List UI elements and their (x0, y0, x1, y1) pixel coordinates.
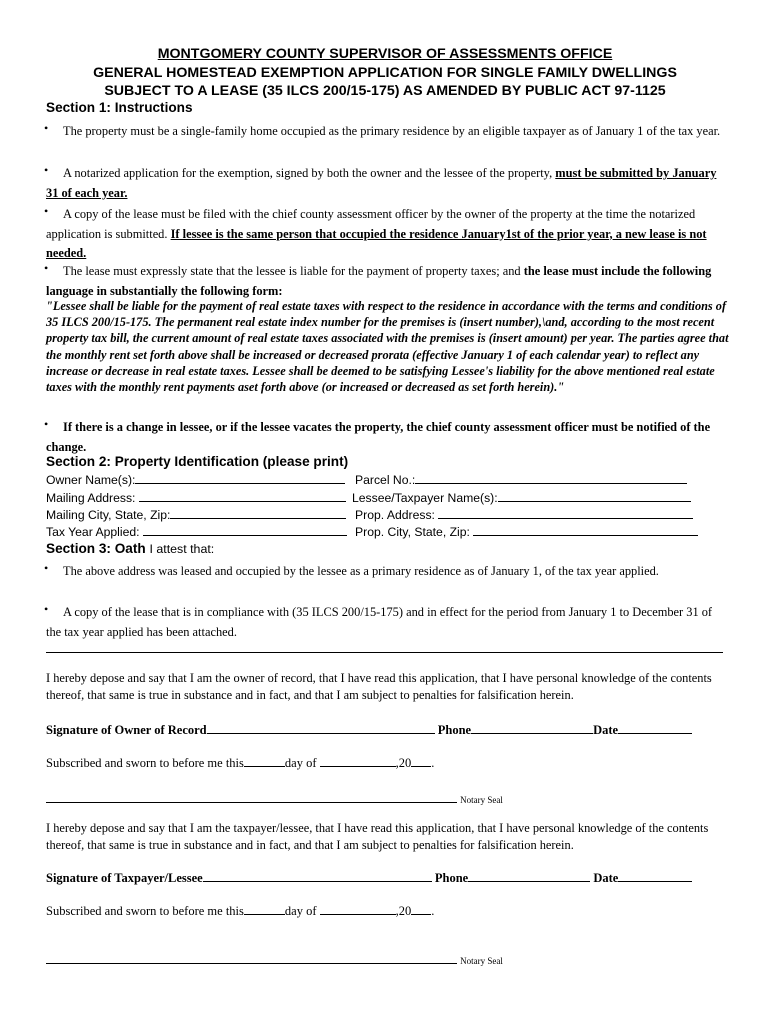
oath-item-2: • A copy of the lease that is in compliance with (35 ILCS 200/15-175) and in effect for the period from January 1 to December 31 of the tax year applied has been attached. (44, 602, 713, 639)
parcel-number-field[interactable]: Parcel No.: (355, 472, 687, 487)
lessee-sworn-row: Subscribed and sworn to before me this day of ,20 . (46, 904, 435, 918)
notary-seal-label: Notary Seal (460, 956, 503, 966)
lessee-date-line[interactable] (618, 869, 692, 882)
section-3-heading: Section 3: Oath I attest that: (46, 541, 215, 556)
bullet-icon: • (44, 417, 49, 431)
lessee-notary-line[interactable] (46, 951, 457, 964)
owner-name-field[interactable]: Owner Name(s): (46, 472, 345, 487)
property-city-field[interactable]: Prop. City, State, Zip: (355, 524, 698, 539)
owner-sworn-month-line[interactable] (320, 754, 396, 767)
bullet-icon: • (44, 204, 49, 218)
bullet-icon: • (44, 561, 49, 575)
lessee-name-field[interactable]: Lessee/Taxpayer Name(s): (352, 490, 691, 505)
lessee-sworn-day-line[interactable] (244, 902, 285, 915)
lessee-signature-row: Signature of Taxpayer/Lessee Phone Date (46, 869, 692, 886)
lessee-signature-line[interactable] (203, 869, 432, 882)
owner-sworn-day-line[interactable] (244, 754, 285, 767)
owner-signature-line[interactable] (207, 721, 435, 734)
lease-language-quote: "Lessee shall be liable for the payment of real estate taxes with respect to the residence in accordance with the terms and conditions of 35 ILCS 200/15-175. The permanent real estate index number for the premises is (insert number),\and, according to the most recent property tax bill, the current amount of real estate taxes associated with the premises is (insert amount) per year. The parties agree that the monthly rent set forth above shall be increased or decreased prorata (effective January 1 of each calendar year) to reflect any increase or decrease in real estate taxes. Lessee shall be deemed to be satisfying Lessee's liability for the above mentioned real estate taxes with the monthly rent payments aset forth above (or increased or decreased as set forth herein)." (46, 299, 729, 395)
property-address-field[interactable]: Prop. Address: (355, 507, 693, 522)
owner-signature-row: Signature of Owner of Record Phone Date (46, 721, 692, 738)
owner-deposition-text: I hereby depose and say that I am the owner of record, that I have read this application, that I have personal knowledge of the contents thereof, that same is true in substance and in fact, and that I am subject to penalties for falsification herein. (46, 671, 712, 702)
owner-sworn-row: Subscribed and sworn to before me this day of ,20 . (46, 756, 435, 770)
lessee-deposition-text: I hereby depose and say that I am the taxpayer/lessee, that I have read this application, that I have personal knowledge of the contents thereof, that same is true in substance and in fact, and that I am subject to penalties for falsification herein. (46, 821, 709, 852)
mailing-city-field[interactable]: Mailing City, State, Zip: (46, 507, 346, 522)
bullet-icon: • (44, 602, 49, 616)
instruction-item-5: • If there is a change in lessee, or if the lessee vacates the property, the chief county assessment officer must be notified of the change. (44, 417, 711, 454)
header-line-3: SUBJECT TO A LEASE (35 ILCS 200/15-175) AS AMENDED BY PUBLIC ACT 97-1125 (104, 83, 666, 99)
divider (46, 652, 723, 653)
lessee-phone-line[interactable] (468, 869, 590, 882)
notary-seal-label: Notary Seal (460, 795, 503, 805)
bullet-icon: • (44, 261, 49, 275)
bullet-icon: • (44, 121, 49, 135)
lessee-sworn-month-line[interactable] (320, 902, 396, 915)
lessee-sworn-year-line[interactable] (411, 902, 431, 915)
mailing-address-field[interactable]: Mailing Address: (46, 490, 346, 505)
instruction-item-1: • The property must be a single-family home occupied as the primary residence by an eligible taxpayer as of January 1 of the tax year. (44, 121, 721, 138)
instruction-item-2: • A notarized application for the exemption, signed by both the owner and the lessee of the property, must be submitted by January 31 of each year. (44, 163, 717, 200)
header-line-2: GENERAL HOMESTEAD EXEMPTION APPLICATION FOR SINGLE FAMILY DWELLINGS (93, 65, 677, 81)
section-1-heading: Section 1: Instructions (46, 100, 193, 115)
owner-notary-row (46, 790, 503, 808)
lessee-notary-row (46, 951, 503, 969)
instruction-item-4: • The lease must expressly state that the lessee is liable for the payment of property taxes; and the lease must include the following language in substantially the following form: (44, 261, 712, 298)
bullet-icon: • (44, 163, 49, 177)
owner-notary-line[interactable] (46, 790, 457, 803)
tax-year-field[interactable]: Tax Year Applied: (46, 524, 347, 539)
owner-phone-line[interactable] (471, 721, 593, 734)
owner-date-line[interactable] (618, 721, 692, 734)
instruction-item-3: • A copy of the lease must be filed with the chief county assessment officer by the owner of the property at the time the notarized application is submitted. If lessee is the same person that occupied the residence January1st of the prior year, a new lease is not needed. (44, 204, 707, 260)
section-2-heading: Section 2: Property Identification (please print) (46, 454, 349, 469)
header-line-1: MONTGOMERY COUNTY SUPERVISOR OF ASSESSMENTS OFFICE (157, 46, 613, 62)
oath-item-1: • The above address was leased and occupied by the lessee as a primary residence as of January 1, of the tax year applied. (44, 561, 659, 578)
owner-sworn-year-line[interactable] (411, 754, 431, 767)
